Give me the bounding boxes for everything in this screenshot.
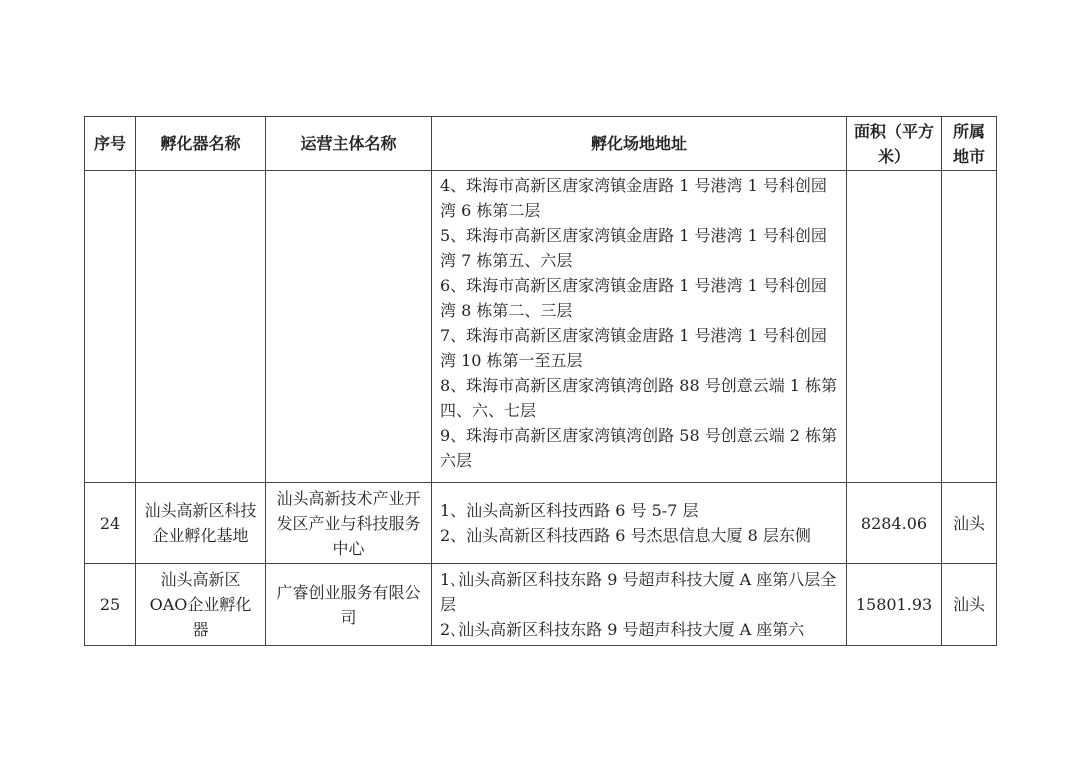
cell-city: 汕头	[942, 483, 997, 564]
address-line: 2、汕头高新区科技西路 6 号杰思信息大厦 8 层东侧	[440, 526, 811, 545]
address-line: 7、珠海市高新区唐家湾镇金唐路 1 号港湾 1 号科创园湾 10 栋第一至五层	[440, 326, 827, 370]
address-line: 2､汕头高新区科技东路 9 号超声科技大厦 A 座第六	[440, 620, 805, 639]
cell-address-list	[432, 171, 847, 483]
address-line: 6、珠海市高新区唐家湾镇金唐路 1 号港湾 1 号科创园湾 8 栋第二、三层	[440, 276, 827, 320]
address-line: 1､汕头高新区科技东路 9 号超声科技大厦 A 座第八层全层	[440, 570, 837, 614]
cell-seq: 24	[85, 483, 136, 564]
cell-operator: 广睿创业服务有限公司	[266, 564, 432, 646]
address-line: 9、珠海市高新区唐家湾镇湾创路 58 号创意云端 2 栋第六层	[440, 426, 838, 470]
cell-address-list	[432, 564, 847, 646]
table-row	[85, 564, 997, 646]
address-line: 8、珠海市高新区唐家湾镇湾创路 88 号创意云端 1 栋第四、六、七层	[440, 376, 838, 420]
header-operator: 运营主体名称	[266, 117, 432, 171]
header-address: 孵化场地地址	[432, 117, 847, 171]
cell-seq-empty	[85, 171, 136, 483]
address-line: 4、珠海市高新区唐家湾镇金唐路 1 号港湾 1 号科创园湾 6 栋第二层	[440, 176, 827, 220]
cell-address-list	[432, 483, 847, 564]
cell-city-empty	[942, 171, 997, 483]
address-line: 1、汕头高新区科技西路 6 号 5-7 层	[440, 501, 699, 520]
cell-area-empty	[847, 171, 942, 483]
table-row-continued	[85, 171, 997, 483]
table-row	[85, 483, 997, 564]
cell-area: 15801.93	[847, 564, 942, 646]
cell-city: 汕头	[942, 564, 997, 646]
cell-name: 汕头高新区OAO企业孵化器	[136, 564, 266, 646]
header-row	[85, 117, 997, 171]
header-seq: 序号	[85, 117, 136, 171]
cell-operator-empty	[266, 171, 432, 483]
incubator-table	[84, 116, 997, 646]
header-area: 面积（平方米）	[847, 117, 942, 171]
address-line: 5、珠海市高新区唐家湾镇金唐路 1 号港湾 1 号科创园湾 7 栋第五、六层	[440, 226, 827, 270]
cell-seq: 25	[85, 564, 136, 646]
cell-name-empty	[136, 171, 266, 483]
cell-name: 汕头高新区科技企业孵化基地	[136, 483, 266, 564]
header-city: 所属地市	[942, 117, 997, 171]
header-name: 孵化器名称	[136, 117, 266, 171]
cell-area: 8284.06	[847, 483, 942, 564]
cell-operator: 汕头高新技术产业开发区产业与科技服务中心	[266, 483, 432, 564]
